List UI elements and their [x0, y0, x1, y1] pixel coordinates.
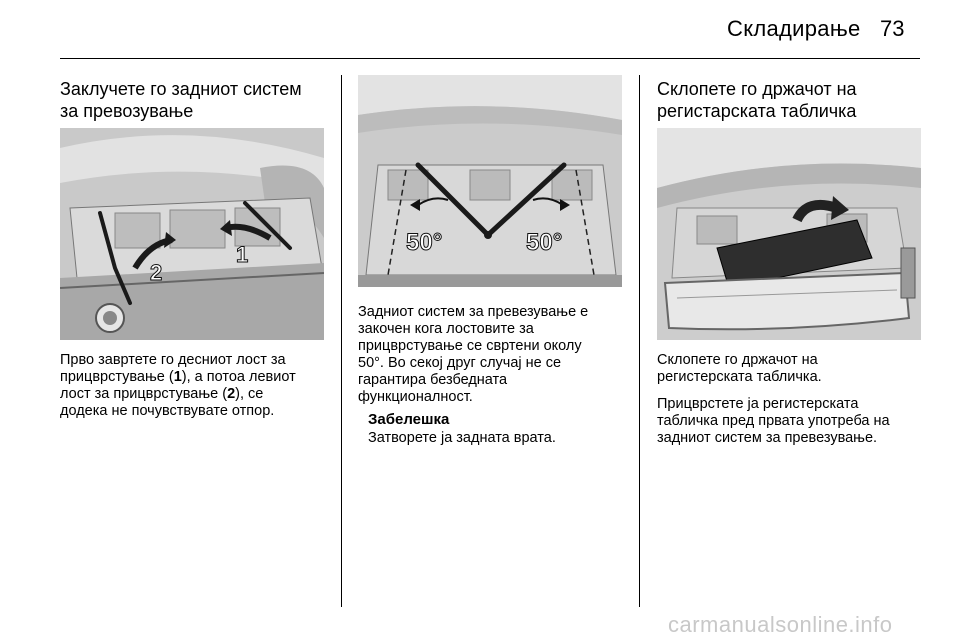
figure-lock-levers-drawing [60, 128, 324, 340]
text-line: додека не почувствувате отпор. [60, 403, 275, 419]
figure-plate-holder [657, 128, 921, 340]
figure-lever-angle-drawing [358, 75, 622, 287]
text-line: прицврстување се свртени околу [358, 338, 582, 354]
figure-label-2: 2 [150, 260, 163, 285]
figure-lever-angle [358, 75, 622, 287]
page-number: 73 [880, 16, 905, 41]
note-text: Затворете ја задната врата. [368, 430, 556, 446]
text-line: задниот систем за превезување. [657, 430, 878, 446]
header-title: Складирање [727, 16, 861, 41]
column-divider-2 [639, 75, 640, 607]
step-ref-2: 2 [227, 386, 236, 402]
figure-plate-holder-drawing [657, 128, 921, 340]
text-line: табличка пред првата употреба на [657, 413, 890, 429]
header-divider [60, 58, 920, 59]
angle-label-left: 50° [406, 229, 443, 256]
section-heading-plate [657, 78, 857, 122]
note-title: Забелешка [368, 411, 450, 428]
text-line: гарантира безбедната [358, 372, 508, 388]
text-line: Склопете го држачот на [657, 352, 818, 368]
heading-line: Заклучете го задниот систем [60, 79, 302, 99]
heading-line: за превозување [60, 101, 194, 121]
text-fragment: лост за прицврстување ( [60, 386, 228, 402]
figure-lock-levers [60, 128, 324, 340]
step-ref-1: 1 [173, 369, 182, 385]
text-line: Прво завртете го десниот лост за [60, 352, 286, 368]
text-fragment: прицврстување ( [60, 369, 174, 385]
lock-instructions [60, 352, 330, 420]
text-fragment: ), се [235, 386, 264, 402]
lever-angle-text [358, 304, 633, 406]
text-line: регистерската табличка. [657, 369, 822, 385]
watermark: carmanualsonline.info [668, 612, 893, 637]
column-divider-1 [341, 75, 342, 607]
fold-plate-text [657, 352, 927, 386]
angle-label-right: 50° [526, 229, 563, 256]
text-line: Прицврстете ја регистерската [657, 396, 859, 412]
heading-line: регистарската табличка [657, 101, 857, 121]
heading-line: Склопете го држачот на [657, 79, 857, 99]
figure-label-1: 1 [236, 242, 249, 267]
text-line: функционалност. [358, 389, 473, 405]
section-heading-lock [60, 78, 302, 122]
text-line: 50°. Во секој друг случај не се [358, 355, 562, 371]
text-fragment: ), а потоа левиот [181, 369, 296, 385]
text-line: закочен кога лостовите за [358, 321, 534, 337]
text-line: Задниот систем за превезување е [358, 304, 589, 320]
attach-plate-text [657, 396, 927, 447]
